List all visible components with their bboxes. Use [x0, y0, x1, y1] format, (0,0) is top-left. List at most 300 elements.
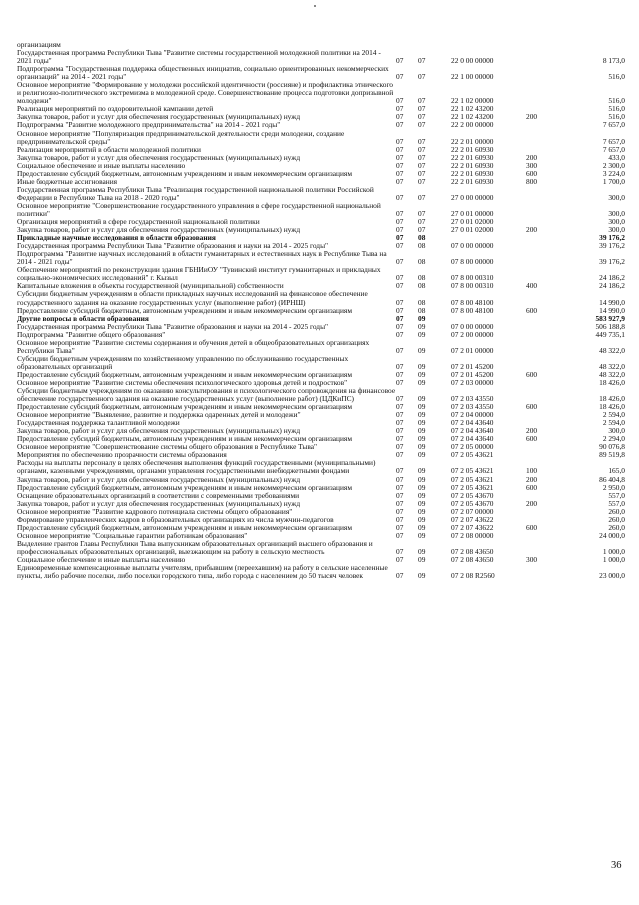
expense-type-code: [526, 540, 563, 556]
budget-table: [17, 41, 625, 580]
target-article-code: 07 0 00 00000: [451, 321, 494, 331]
target-article-code: 07 2 05 00000: [451, 442, 494, 452]
row-name: Закупка товаров, работ и услуг для обеспечения государственных (муниципальных) нужд: [17, 474, 301, 484]
amount: 8 173,0: [602, 56, 625, 66]
table-row: [17, 540, 625, 556]
target-article-code: 07 2 05 43670: [451, 498, 494, 508]
amount: 48 322,0: [599, 369, 625, 379]
section-code: 07: [396, 329, 404, 339]
row-name: организациям: [17, 40, 61, 49]
target-article-code: 22 2 00 00000: [451, 120, 494, 130]
row-name: Закупка товаров, работ и услуг для обеспечения государственных (муниципальных) нужд: [17, 225, 301, 235]
section-code: 07: [396, 377, 404, 387]
section-code: 07: [396, 120, 404, 130]
amount: 516,0: [608, 104, 625, 114]
row-name: Мероприятия по обеспечению прозрачности системы образования: [17, 450, 227, 460]
table-row: [17, 130, 625, 146]
section-code: 07: [396, 192, 404, 202]
expense-type-code: [526, 379, 563, 387]
section-code: 07: [396, 506, 404, 516]
target-article-code: 07 2 07 43622: [451, 514, 494, 524]
amount: 18 426,0: [599, 402, 625, 412]
table-row: [17, 65, 625, 81]
budget-table-body: [17, 41, 625, 580]
amount: 7 657,0: [602, 136, 625, 146]
subsection-code: 07: [418, 168, 426, 178]
amount: 2 300,0: [602, 160, 625, 170]
target-article-code: 07 2 03 00000: [451, 377, 494, 387]
target-article-code: 22 2 01 60930: [451, 176, 494, 186]
section-code: 07: [396, 498, 404, 508]
row-name: Основное мероприятие "Развитие системы обеспечения психологического здоровья детей и подростков": [17, 377, 348, 387]
target-article-code: 27 0 01 02000: [451, 225, 494, 235]
amount: 433,0: [608, 152, 625, 162]
amount: 86 404,8: [599, 474, 625, 484]
amount: 557,0: [608, 490, 625, 500]
section-code: 07: [396, 152, 404, 162]
subsection-code: 09: [418, 313, 426, 323]
section-code: 07: [396, 474, 404, 484]
expense-type-code: [526, 443, 563, 451]
section-code: 07: [396, 96, 404, 106]
amount: 516,0: [608, 96, 625, 106]
subsection-code: 09: [418, 410, 426, 420]
target-article-code: 07 8 00 00310: [451, 281, 494, 291]
amount: 48 322,0: [599, 345, 625, 355]
expense-type-code: 100: [526, 466, 538, 476]
target-article-code: 07 0 00 00000: [451, 241, 494, 251]
table-row: [17, 81, 625, 105]
expense-type-code: [526, 355, 563, 371]
section-code: 07: [396, 241, 404, 251]
section-code: 07: [396, 345, 404, 355]
expense-type-code: [526, 250, 563, 266]
expense-type-code: 600: [526, 402, 538, 412]
row-name: Закупка товаров, работ и услуг для обеспечения государственных (муниципальных) нужд: [17, 426, 301, 436]
row-name: Подпрограмма "Государственная поддержка общественных инициатив, социально ориентированных некоммерческих организаций" на 2014 - 2021 годы": [17, 64, 389, 82]
subsection-code: 09: [418, 506, 426, 516]
section-code: 07: [396, 490, 404, 500]
row-name: Государственная программа Республики Тыва "Развитие образования и науки на 2014 - 2025 годы": [17, 241, 329, 251]
section-code: 07: [396, 321, 404, 331]
amount: 48 322,0: [599, 361, 625, 371]
amount: 14 990,0: [599, 305, 625, 315]
expense-type-code: [526, 242, 563, 250]
row-name: Организация мероприятий в сфере государственной национальной политики: [17, 217, 260, 227]
row-name: Предоставление субсидий бюджетным, автономным учреждениям и иным некоммерческим организациям: [17, 305, 353, 315]
page-number: 36: [611, 860, 622, 871]
amount: 14 990,0: [599, 297, 625, 307]
amount: 7 657,0: [602, 144, 625, 154]
expense-type-code: [526, 202, 563, 218]
subsection-code: 09: [418, 321, 426, 331]
subsection-code: 09: [418, 571, 426, 581]
expense-type-code: [526, 564, 563, 580]
section-code: 07: [396, 482, 404, 492]
amount: 24 186,2: [599, 281, 625, 291]
target-article-code: 22 1 02 00000: [451, 96, 494, 106]
row-name: Предоставление субсидий бюджетным, автономным учреждениям и иным некоммерческим организациям: [17, 369, 353, 379]
expense-type-code: 300: [526, 160, 538, 170]
row-name: Субсидии бюджетным учреждениям в области прикладных научных исследований на финансовое обеспечение государственного задания на оказание государственных услуг (выполнение работ) (ИРНШ): [17, 289, 368, 307]
target-article-code: 27 0 00 00000: [451, 192, 494, 202]
subsection-code: 09: [418, 442, 426, 452]
table-row: [17, 186, 625, 202]
row-name: Социальное обеспечение и иные выплаты населению: [17, 160, 186, 170]
target-article-code: 07 2 01 45200: [451, 369, 494, 379]
section-code: 07: [396, 273, 404, 283]
target-article-code: 07 8 00 48100: [451, 297, 494, 307]
row-name: Закупка товаров, работ и услуг для обеспечения государственных (муниципальных) нужд: [17, 112, 301, 122]
row-name: Государственная программа Республики Тыва "Развитие системы государственной молодежной политики на 2014 - 2021 годы": [17, 48, 381, 66]
subsection-code: 08: [418, 241, 426, 251]
section-code: 07: [396, 72, 404, 82]
target-article-code: 07 2 05 43621: [451, 474, 494, 484]
target-article-code: 07 2 00 00000: [451, 329, 494, 339]
amount: 260,0: [608, 514, 625, 524]
amount: 2 594,0: [602, 410, 625, 420]
subsection-code: 07: [418, 192, 426, 202]
section-code: 07: [396, 281, 404, 291]
amount: 18 426,0: [599, 394, 625, 404]
subsection-code: 09: [418, 555, 426, 564]
expense-type-code: [526, 323, 563, 331]
subsection-code: 09: [418, 530, 426, 540]
subsection-code: 09: [418, 329, 426, 339]
subsection-code: 09: [418, 482, 426, 492]
row-name: Основное мероприятие "Совершенствование государственного управления в сфере государственной национальной политики": [17, 200, 381, 218]
amount: 1 700,0: [602, 176, 625, 186]
amount: 2 294,0: [602, 434, 625, 444]
section-code: 07: [396, 394, 404, 404]
section-code: 07: [396, 104, 404, 114]
amount: 583 927,9: [595, 313, 625, 323]
row-name: Другие вопросы в области образования: [17, 313, 149, 323]
row-name: Субсидии бюджетным учреждениям по хозяйственному управлению по обслуживанию государственных образовательных организаций: [17, 353, 349, 371]
target-article-code: 07 2 08 43650: [451, 546, 494, 556]
expense-type-code: [526, 532, 563, 540]
row-name: Предоставление субсидий бюджетным, автономным учреждениям и иным некоммерческим организациям: [17, 168, 353, 178]
section-code: 07: [396, 305, 404, 315]
target-article-code: 27 0 01 02000: [451, 217, 494, 227]
amount: 557,0: [608, 498, 625, 508]
amount: 90 076,8: [599, 442, 625, 452]
section-code: 07: [396, 530, 404, 540]
table-row: [17, 459, 625, 475]
amount: 23 000,0: [599, 571, 625, 581]
subsection-code: 09: [418, 426, 426, 436]
amount: 18 426,0: [599, 377, 625, 387]
amount: 2 594,0: [602, 418, 625, 428]
table-row: [17, 387, 625, 403]
expense-type-code: 600: [526, 168, 538, 178]
expense-type-code: [526, 411, 563, 419]
target-article-code: 22 2 01 60930: [451, 152, 494, 162]
row-name: Реализация мероприятий по оздоровительной кампании детей: [17, 104, 214, 114]
expense-type-code: [526, 339, 563, 355]
expense-type-code: [526, 266, 563, 282]
section-code: 07: [396, 112, 404, 122]
amount: [563, 41, 625, 49]
row-name: Капитальные вложения в объекты государственной (муниципальной) собственности: [17, 281, 284, 291]
row-name: Предоставление субсидий бюджетным, автономным учреждениям и иным некоммерческим организациям: [17, 402, 353, 412]
row-name: Подпрограмма "Развитие научных исследований в области гуманитарных и естественных наук в Республике Тыва на 2014 - 2021 годы": [17, 249, 387, 267]
subsection-code: 09: [418, 490, 426, 500]
expense-type-code: [526, 81, 563, 105]
subsection-code: 07: [418, 120, 426, 130]
subsection-code: 07: [418, 112, 426, 122]
subsection-code: 07: [418, 104, 426, 114]
subsection-code: 08: [418, 305, 426, 315]
row-name: Основное мероприятие "Выявление, развитие и поддержка одаренных детей и молодежи": [17, 410, 301, 420]
target-article-code: 07 8 00 00310: [451, 273, 494, 283]
target-article-code: 07 2 07 00000: [451, 506, 494, 516]
amount: 300,0: [608, 225, 625, 235]
subsection-code: [418, 41, 451, 49]
target-article-code: 07 2 04 43640: [451, 434, 494, 444]
row-name: Государственная поддержка талантливой молодежи: [17, 418, 180, 428]
amount: 3 224,0: [602, 168, 625, 178]
target-article-code: 07 2 05 43621: [451, 450, 494, 460]
amount: 300,0: [608, 426, 625, 436]
row-name: Подпрограмма "Развитие общего образования": [17, 329, 166, 339]
subsection-code: 09: [418, 361, 426, 371]
section-code: 07: [396, 402, 404, 412]
section-code: 07: [396, 546, 404, 556]
target-article-code: [451, 41, 526, 49]
expense-type-code: 600: [526, 434, 538, 444]
subsection-code: 09: [418, 498, 426, 508]
target-article-code: 22 1 00 00000: [451, 72, 494, 82]
row-name: Предоставление субсидий бюджетным, автономным учреждениям и иным некоммерческим организациям: [17, 482, 353, 492]
amount: 300,0: [608, 217, 625, 227]
target-article-code: 07 2 03 43550: [451, 402, 494, 412]
target-article-code: 22 1 02 43200: [451, 112, 494, 122]
expense-type-code: 200: [526, 152, 538, 162]
subsection-code: 09: [418, 394, 426, 404]
amount: 449 735,1: [595, 329, 625, 339]
section-code: 07: [396, 426, 404, 436]
section-code: 07: [396, 144, 404, 154]
section-code: 07: [396, 168, 404, 178]
subsection-code: 09: [418, 474, 426, 484]
target-article-code: 07 2 04 00000: [451, 410, 494, 420]
target-article-code: 07 2 05 43621: [451, 466, 494, 476]
target-article-code: 22 1 02 43200: [451, 104, 494, 114]
section-code: 07: [396, 217, 404, 227]
subsection-code: 07: [418, 72, 426, 82]
row-name: Государственная программа Республики Тыва "Развитие образования и науки на 2014 - 2025 годы": [17, 321, 329, 331]
scan-mark: [314, 5, 316, 7]
section-code: 07: [396, 410, 404, 420]
subsection-code: 07: [418, 96, 426, 106]
subsection-code: 09: [418, 369, 426, 379]
section-code: 07: [396, 297, 404, 307]
section-code: 07: [396, 225, 404, 235]
table-row: [17, 355, 625, 371]
row-name: Государственная программа Республики Тыва "Реализация государственной национальной политики Российской Федерации в Республике Тыва на 2018 - 2020 годы": [17, 184, 374, 202]
table-row: [17, 290, 625, 306]
amount: 1 000,0: [602, 546, 625, 556]
section-code: 07: [396, 361, 404, 371]
row-name: Основное мероприятие "Формирование у молодежи российской идентичности (россияне) и профилактика этнического и религиозно-политического экстремизма в молодежной среде. Совершенствование процесса подготовки допризывной молодежи": [17, 80, 394, 106]
expense-type-code: 200: [526, 498, 538, 508]
expense-type-code: 600: [526, 522, 538, 532]
row-name: Реализация мероприятий в области молодежной политики: [17, 144, 201, 154]
table-row: [17, 49, 625, 65]
target-article-code: 07 8 00 48100: [451, 305, 494, 315]
target-article-code: 07 2 08 00000: [451, 530, 494, 540]
section-code: 07: [396, 176, 404, 186]
subsection-code: 09: [418, 418, 426, 428]
amount: 300,0: [608, 192, 625, 202]
expense-type-code: [526, 130, 563, 146]
row-name: Иные бюджетные ассигнования: [17, 176, 118, 186]
amount: 89 519,8: [599, 450, 625, 460]
amount: 165,0: [608, 466, 625, 476]
section-code: 07: [396, 208, 404, 218]
section-code: [396, 41, 418, 49]
subsection-code: 09: [418, 377, 426, 387]
amount: 2 950,0: [602, 482, 625, 492]
expense-type-code: [526, 234, 563, 242]
section-code: 07: [396, 233, 404, 243]
subsection-code: 07: [418, 144, 426, 154]
section-code: 07: [396, 369, 404, 379]
subsection-code: 09: [418, 402, 426, 412]
expense-type-code: [526, 315, 563, 323]
expense-type-code: 200: [526, 225, 538, 235]
subsection-code: 08: [418, 297, 426, 307]
target-article-code: 22 2 01 60930: [451, 144, 494, 154]
subsection-code: 07: [418, 217, 426, 227]
row-name: Социальное обеспечение и иные выплаты населению: [17, 555, 186, 564]
subsection-code: 07: [418, 56, 426, 66]
section-code: 07: [396, 418, 404, 428]
section-code: 07: [396, 466, 404, 476]
section-code: 07: [396, 136, 404, 146]
row-name: Формирование управленческих кадров в образовательных организациях из числа мужчин-педагогов: [17, 514, 334, 524]
table-row: [17, 564, 625, 580]
target-article-code: 22 0 00 00000: [451, 56, 494, 66]
amount: 260,0: [608, 506, 625, 516]
row-name: Обеспечение мероприятий по реконструкции здания ГБНИиОУ "Тувинский институт гуманитарных и прикладных социально-экономических исследований" г. Кызыл: [17, 265, 381, 283]
row-name: Предоставление субсидий бюджетным, автономным учреждениям и иным некоммерческим организациям: [17, 522, 353, 532]
expense-type-code: 600: [526, 482, 538, 492]
amount: 24 000,0: [599, 530, 625, 540]
section-code: 07: [396, 571, 404, 581]
expense-type-code: 600: [526, 305, 538, 315]
row-name: Закупка товаров, работ и услуг для обеспечения государственных (муниципальных) нужд: [17, 498, 301, 508]
subsection-code: 07: [418, 136, 426, 146]
target-article-code: 22 2 01 60930: [451, 160, 494, 170]
section-code: 07: [396, 257, 404, 267]
subsection-code: 09: [418, 345, 426, 355]
expense-type-code: [526, 508, 563, 516]
table-row: [17, 202, 625, 218]
expense-type-code: 400: [526, 281, 538, 291]
expense-type-code: [526, 331, 563, 339]
row-name: Единовременные компенсационные выплаты учителям, прибывшим (переехавшим) на работу в сельские населенные пункты, либо рабочие поселки, либо поселки городского типа, либо города с населением до 50 тысяч человек: [17, 563, 388, 581]
target-article-code: 07 2 07 43622: [451, 522, 494, 532]
amount: 7 657,0: [602, 120, 625, 130]
amount: 24 186,2: [599, 273, 625, 283]
expense-type-code: 300: [526, 555, 538, 564]
row-name: Закупка товаров, работ и услуг для обеспечения государственных (муниципальных) нужд: [17, 152, 301, 162]
section-code: 07: [396, 434, 404, 444]
target-article-code: 07 2 03 43550: [451, 394, 494, 404]
table-row: [17, 339, 625, 355]
subsection-code: 07: [418, 152, 426, 162]
target-article-code: 07 2 04 43640: [451, 426, 494, 436]
subsection-code: 08: [418, 281, 426, 291]
target-article-code: 22 2 01 00000: [451, 136, 494, 146]
section-code: 07: [396, 160, 404, 170]
row-name: Субсидии бюджетным учреждениям по оказанию консультирования и психологического сопровождения на финансовое обеспечение государственного задания на оказание государственных услуг (выполнение работ) (ЦДКиПС): [17, 386, 396, 404]
row-name: Выделение грантов Главы Республики Тыва выпускникам образовательных организаций высшего образования и профессиональных образовательных организаций, выезжающим на работу в сельскую местность: [17, 538, 373, 556]
section-code: 07: [396, 313, 404, 323]
subsection-code: 07: [418, 225, 426, 235]
row-name: Прикладные научные исследования в области образования: [17, 233, 216, 243]
expense-type-code: [526, 186, 563, 202]
target-article-code: 27 0 01 00000: [451, 208, 494, 218]
row-name: Предоставление субсидий бюджетным, автономным учреждениям и иным некоммерческим организациям: [17, 434, 353, 444]
subsection-code: 07: [418, 160, 426, 170]
row-name: Основное мероприятие "Развитие системы содержания и обучения детей в общеобразовательных организациях Республики Тыва": [17, 337, 370, 355]
amount: 260,0: [608, 522, 625, 532]
subsection-code: 07: [418, 176, 426, 186]
target-article-code: 07 2 08 43650: [451, 555, 494, 564]
section-code: 07: [396, 522, 404, 532]
amount: 39 176,2: [599, 241, 625, 251]
expense-type-code: [526, 121, 563, 129]
row-name: Расходы на выплаты персоналу в целях обеспечения выполнения функций государственными (муниципальными) органами, казенными учреждениями, органами управления государственными внебюджетными фондами: [17, 458, 376, 476]
subsection-code: 07: [418, 208, 426, 218]
target-article-code: 07 2 01 00000: [451, 345, 494, 355]
expense-type-code: 200: [526, 112, 538, 122]
subsection-code: 08: [418, 257, 426, 267]
subsection-code: 09: [418, 522, 426, 532]
subsection-code: 09: [418, 450, 426, 460]
expense-type-code: [526, 451, 563, 459]
amount: 39 176,2: [599, 233, 625, 243]
expense-type-code: 200: [526, 426, 538, 436]
subsection-code: 08: [418, 233, 426, 243]
row-name: Основное мероприятие "Популяризация предпринимательской деятельности среди молодежи, создание предпринимательской среды": [17, 128, 345, 146]
row-name: Основное мероприятие "Совершенствование системы общего образования в Республике Тыва": [17, 442, 318, 452]
section-code: 07: [396, 56, 404, 66]
expense-type-code: 800: [526, 176, 538, 186]
amount: 506 188,8: [595, 321, 625, 331]
expense-type-code: 600: [526, 369, 538, 379]
target-article-code: 07 8 00 00000: [451, 257, 494, 267]
row-name: Основное мероприятие "Развитие кадрового потенциала системы общего образования": [17, 506, 293, 516]
subsection-code: 09: [418, 514, 426, 524]
table-row: [17, 250, 625, 266]
amount: 39 176,2: [599, 257, 625, 267]
expense-type-code: [526, 41, 563, 49]
section-code: 07: [396, 450, 404, 460]
amount: 1 000,0: [602, 555, 625, 564]
expense-type-code: 200: [526, 474, 538, 484]
subsection-code: 09: [418, 466, 426, 476]
target-article-code: 22 2 01 60930: [451, 168, 494, 178]
amount: 516,0: [608, 112, 625, 122]
row-name: Подпрограмма "Развитие молодежного предпринимательства" на 2014 - 2021 годы": [17, 120, 281, 130]
amount: 300,0: [608, 208, 625, 218]
section-code: 07: [396, 442, 404, 452]
target-article-code: 07 2 01 45200: [451, 361, 494, 371]
